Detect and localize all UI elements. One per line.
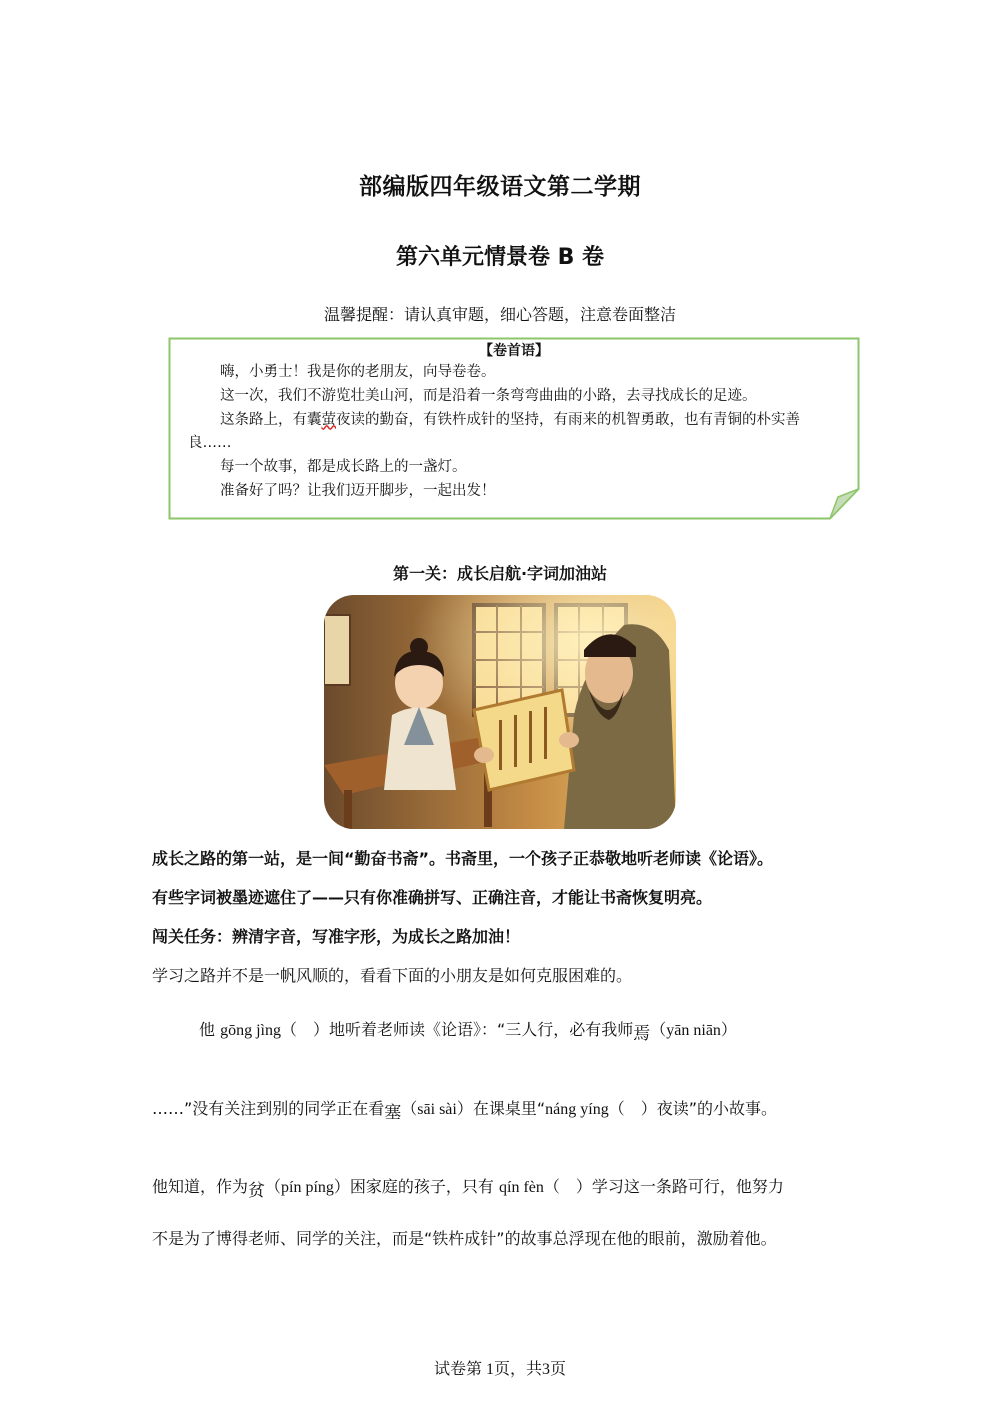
task-line: 闯关任务：辨清字音，写准字形，为成长之路加油！ xyxy=(152,927,521,946)
question-line-2: ……”没有关注到别的同学正在看塞（sāi sài）在课桌里“náng yíng（ ）夜读”的小故事。 xyxy=(152,1099,777,1123)
target-char: 贫 xyxy=(248,1181,266,1201)
pinyin: gōng jìng xyxy=(220,1022,281,1039)
pinyin: qín fèn xyxy=(499,1179,544,1196)
preface-heading: 【卷首语】 xyxy=(479,343,549,359)
pinyin-options: （yān niān） xyxy=(650,1022,737,1039)
preface-box xyxy=(168,337,860,520)
preface-line: 每一个故事，都是成长路上的一盏灯。 xyxy=(220,459,467,476)
target-char: 焉 xyxy=(633,1024,651,1044)
target-char: 塞 xyxy=(384,1103,402,1123)
question-line-4: 不是为了博得老师、同学的关注，而是“铁杵成针”的故事总浮现在他的眼前，激励着他。 xyxy=(152,1229,777,1248)
preface-body xyxy=(188,361,828,504)
pinyin-options: （sāi sài） xyxy=(401,1101,473,1118)
exam-subtitle: 第六单元情景卷 B 卷 xyxy=(395,245,605,270)
question-line-3: 他知道，作为贫（pín píng）困家庭的孩子，只有 qín fèn（ ）学习这一条路可行，他努力 xyxy=(152,1177,784,1201)
pinyin: náng yíng xyxy=(545,1101,609,1118)
reminder-text: 温馨提醒：请认真审题，细心答题，注意卷面整洁 xyxy=(323,305,676,324)
exam-title: 部编版四年级语文第二学期 xyxy=(359,174,641,200)
section-title: 第一关：成长启航·字词加油站 xyxy=(392,564,608,583)
question-line-1: 他 gōng jìng（ ）地听着老师读《论语》：“三人行，必有我师焉（yān niān） xyxy=(199,1020,737,1044)
lead-line: 学习之路并不是一帆风顺的，看看下面的小朋友是如何克服困难的。 xyxy=(152,966,633,985)
preface-line: 这一次，我们不游览壮美山河，而是沿着一条弯弯曲曲的小路，去寻找成长的足迹。 xyxy=(220,387,757,404)
pinyin-options: （pín píng） xyxy=(265,1179,350,1196)
intro-line: 有些字词被墨迹遮住了——只有你准确拼写、正确注音，才能让书斋恢复明亮。 xyxy=(152,888,713,907)
page-footer: 试卷第 1页，共3页 xyxy=(433,1361,566,1378)
preface-line: 准备好了吗？让我们迈开脚步，一起出发！ xyxy=(220,482,496,499)
intro-line: 成长之路的第一站，是一间“勤奋书斋”。书斋里，一个孩子正恭敬地听老师读《论语》。 xyxy=(152,849,774,868)
underlined-char: 萤 xyxy=(321,411,336,428)
preface-line: 这条路上，有囊萤夜读的勤奋，有铁杵成针的坚持，有雨来的机智勇敢，也有青铜的朴实善良…… xyxy=(188,411,800,452)
illustration-teacher-reading-to-child xyxy=(324,595,676,829)
preface-line: 嗨，小勇士！我是你的老朋友，向导卷卷。 xyxy=(220,364,496,380)
